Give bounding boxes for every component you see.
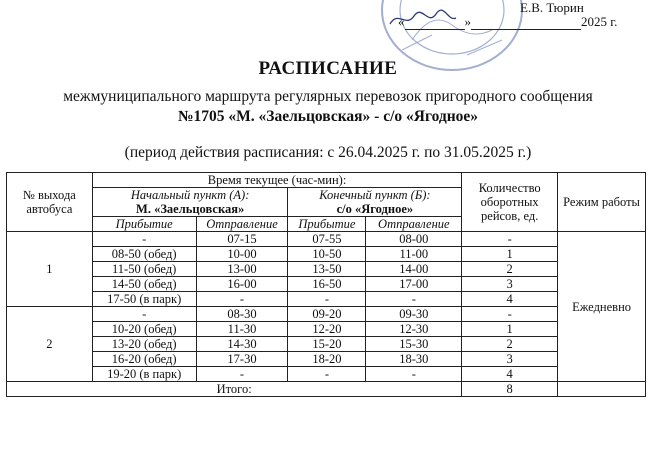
trips-cell: 4 (462, 367, 558, 382)
table-row (7, 292, 646, 307)
arrival-a-cell: 10-20 (обед) (92, 322, 196, 337)
end-point-label: Конечный пункт (Б): (319, 188, 431, 202)
trips-cell: - (462, 307, 558, 322)
departure-a-cell: - (196, 367, 288, 382)
header-departure-a: Отправление (196, 217, 288, 232)
departure-a-cell: 11-30 (196, 322, 288, 337)
arrival-b-cell: 07-55 (288, 232, 366, 247)
departure-a-cell: 14-30 (196, 337, 288, 352)
total-mode-empty (558, 382, 646, 397)
header-arrival-b: Прибытие (288, 217, 366, 232)
arrival-b-cell: 13-50 (288, 262, 366, 277)
arrival-a-cell: 08-50 (обед) (92, 247, 196, 262)
departure-b-cell: 08-00 (366, 232, 462, 247)
arrival-a-cell: 13-20 (обед) (92, 337, 196, 352)
trips-cell: 1 (462, 247, 558, 262)
arrival-a-cell: 11-50 (обед) (92, 262, 196, 277)
arrival-a-cell: 17-50 (в парк) (92, 292, 196, 307)
departure-a-cell: 07-15 (196, 232, 288, 247)
table-row (7, 352, 646, 367)
arrival-b-cell: 09-20 (288, 307, 366, 322)
trips-cell: 3 (462, 352, 558, 367)
table-row (7, 367, 646, 382)
total-row (7, 382, 646, 397)
arrival-a-cell: 16-20 (обед) (92, 352, 196, 367)
month-blank (471, 17, 581, 30)
arrival-b-cell: 18-20 (288, 352, 366, 367)
arrival-b-cell: - (288, 292, 366, 307)
header-mode: Режим работы (558, 173, 646, 232)
departure-a-cell: 17-30 (196, 352, 288, 367)
schedule-table (6, 172, 646, 397)
departure-b-cell: 11-00 (366, 247, 462, 262)
arrival-a-cell: 14-50 (обед) (92, 277, 196, 292)
departure-a-cell: - (196, 292, 288, 307)
table-row (7, 262, 646, 277)
schedule-body (7, 232, 646, 397)
table-row (7, 337, 646, 352)
departure-b-cell: 17-00 (366, 277, 462, 292)
year-suffix: 2025 г. (581, 14, 618, 29)
departure-b-cell: 14-00 (366, 262, 462, 277)
validity-period: (период действия расписания: с 26.04.2025 г. по 31.05.2025 г.) (124, 144, 532, 161)
trips-cell: - (462, 232, 558, 247)
header-current-time: Время текущее (час-мин): (92, 173, 461, 188)
departure-b-cell: - (366, 367, 462, 382)
departure-b-cell: 15-30 (366, 337, 462, 352)
exit-number: 2 (7, 307, 93, 382)
mode-cell: Ежедневно (558, 232, 646, 382)
arrival-a-cell: - (92, 232, 196, 247)
start-point-label: Начальный пункт (А): (130, 188, 250, 202)
arrival-b-cell: 15-20 (288, 337, 366, 352)
arrival-b-cell: - (288, 367, 366, 382)
end-point-name: с/о «Ягодное» (336, 202, 414, 216)
arrival-a-cell: - (92, 307, 196, 322)
arrival-b-cell: 16-50 (288, 277, 366, 292)
departure-a-cell: 10-00 (196, 247, 288, 262)
trips-cell: 2 (462, 337, 558, 352)
total-value: 8 (462, 382, 558, 397)
table-row (7, 247, 646, 262)
document-title: РАСПИСАНИЕ (258, 58, 398, 79)
trips-cell: 4 (462, 292, 558, 307)
departure-b-cell: 09-30 (366, 307, 462, 322)
trips-cell: 3 (462, 277, 558, 292)
departure-a-cell: 16-00 (196, 277, 288, 292)
table-row (7, 277, 646, 292)
arrival-b-cell: 12-20 (288, 322, 366, 337)
departure-b-cell: - (366, 292, 462, 307)
date-open-quote: « (398, 14, 405, 29)
header-exit-no: № выхода автобуса (7, 173, 93, 232)
approval-date-line (398, 14, 638, 30)
arrival-b-cell: 10-50 (288, 247, 366, 262)
header-arrival-a: Прибытие (92, 217, 196, 232)
arrival-a-cell: 19-20 (в парк) (92, 367, 196, 382)
table-row (7, 232, 646, 247)
document-subtitle: межмуниципального маршрута регулярных перевозок пригородного сообщения (63, 88, 593, 105)
route-name: №1705 «М. «Заельцовская» - с/о «Ягодное» (177, 108, 479, 125)
date-close-quote: » (464, 14, 471, 29)
total-label: Итого: (7, 382, 462, 397)
exit-number: 1 (7, 232, 93, 307)
departure-b-cell: 18-30 (366, 352, 462, 367)
table-row (7, 322, 646, 337)
approver-name: Е.В. Тюрин (520, 0, 584, 15)
departure-b-cell: 12-30 (366, 322, 462, 337)
header-departure-b: Отправление (366, 217, 462, 232)
header-turnover-count: Количество оборотных рейсов, ед. (462, 173, 558, 232)
trips-cell: 2 (462, 262, 558, 277)
trips-cell: 1 (462, 322, 558, 337)
header-end-point (288, 188, 462, 217)
header-start-point (92, 188, 288, 217)
start-point-name: М. «Заельцовская» (136, 202, 245, 216)
table-row (7, 307, 646, 322)
departure-a-cell: 13-00 (196, 262, 288, 277)
departure-a-cell: 08-30 (196, 307, 288, 322)
day-blank (405, 17, 465, 30)
